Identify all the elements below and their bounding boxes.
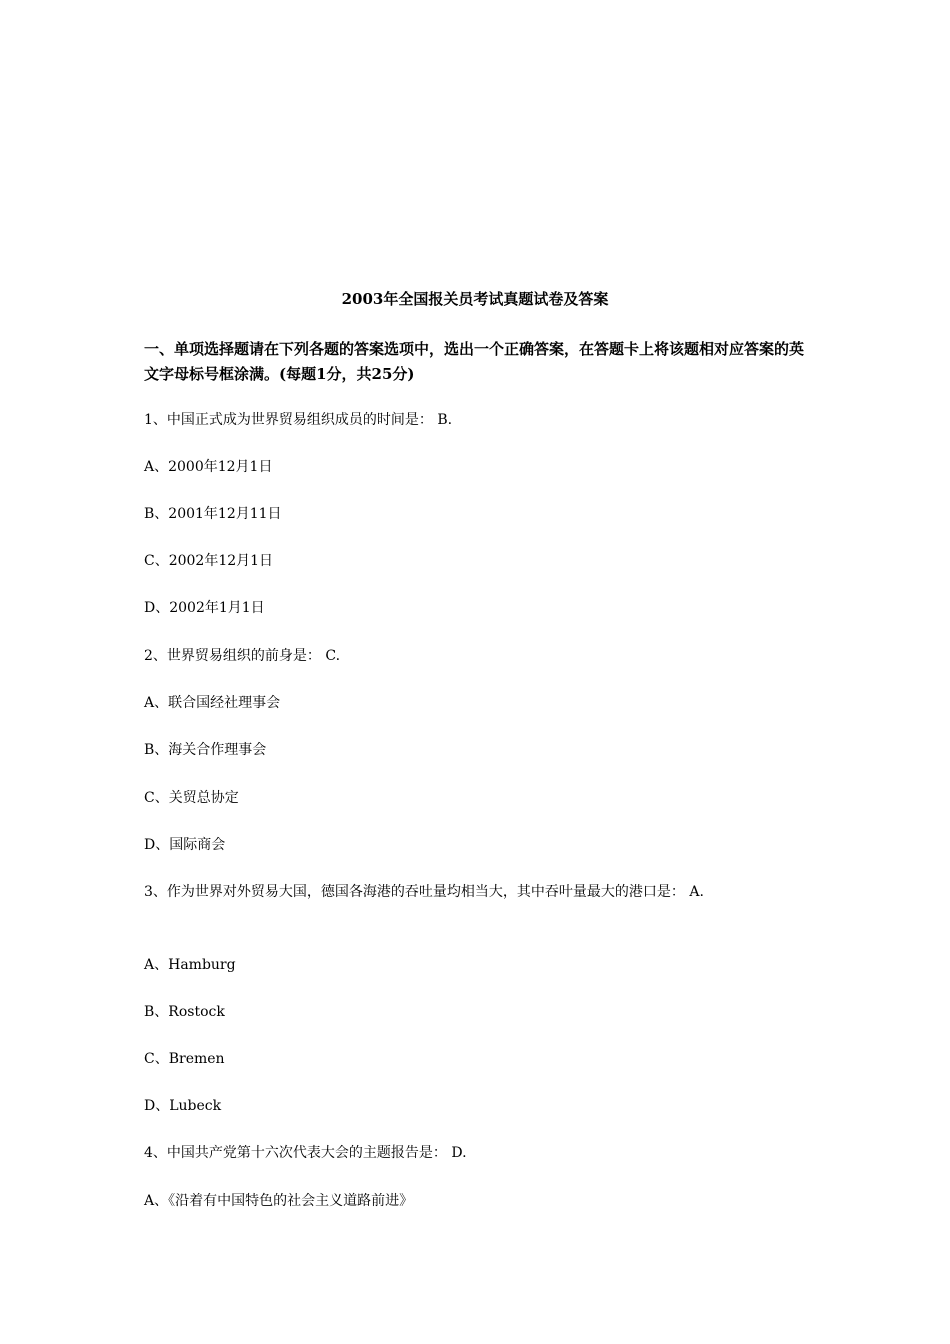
question-3-stem: 3、作为世界对外贸易大国，德国各海港的吞吐量均相当大，其中吞叶量最大的港口是： A.	[144, 884, 704, 900]
question-3-option-a: A、Hamburg	[144, 957, 236, 973]
document-title: 2003年全国报关员考试真题试卷及答案	[341, 290, 609, 308]
question-2-option-a: A、联合国经社理事会	[144, 695, 281, 711]
question-2-option-b: B、海关合作理事会	[144, 742, 267, 758]
question-2-stem: 2、世界贸易组织的前身是： C.	[144, 648, 341, 664]
question-1-option-b: B、2001年12月11日	[144, 506, 282, 522]
question-3-option-c: C、Bremen	[144, 1051, 225, 1067]
question-4-stem: 4、中国共产党第十六次代表大会的主题报告是： D.	[144, 1145, 467, 1161]
question-1-option-d: D、2002年1月1日	[144, 600, 265, 616]
question-1-option-c: C、2002年12月1日	[144, 553, 274, 569]
question-2-option-c: C、关贸总协定	[144, 790, 239, 806]
section-heading: 一、单项选择题请在下列各题的答案选项中，选出一个正确答案，在答题卡上将该题相对应答案的英文字母标号框涂满。(每题1分，共25分)	[144, 340, 805, 383]
question-1-stem: 1、中国正式成为世界贸易组织成员的时间是： B.	[144, 412, 453, 428]
question-3-option-d: D、Lubeck	[144, 1098, 222, 1114]
question-4-option-a: A、《沿着有中国特色的社会主义道路前进》	[144, 1193, 414, 1209]
question-3-option-b: B、Rostock	[144, 1004, 225, 1020]
question-2-option-d: D、国际商会	[144, 837, 226, 853]
question-1-option-a: A、2000年12月1日	[144, 459, 273, 475]
